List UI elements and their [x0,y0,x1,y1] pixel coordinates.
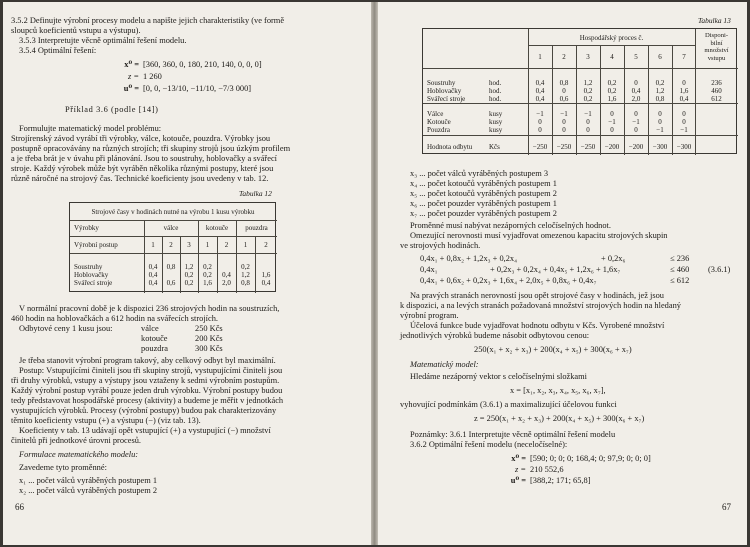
row-name: Hodnota odbytu [427,143,473,151]
page-67 [378,2,747,545]
text-line: tři druhy výrobků, vstupy a výstupy jsou vztaženy k sedmi výrobním postupům. [11,376,280,385]
text-line: V normální pracovní době je k dispozici 236 strojových hodin na soustruzích, [19,304,280,313]
table-cell: −300 [652,143,668,151]
table-cell: 0,2 [607,87,617,95]
table-cell: 1,6 [679,87,689,95]
variable-definition: x₅ ... počet kotoučů vyráběných postupem 2 [410,189,557,198]
table-cell: 0 [682,110,686,118]
solution-x-label: x⁰ = [124,60,139,69]
text-line: činitelů při jednotkové úrovni procesů. [11,436,142,445]
table-cell: −250 [580,143,596,151]
text-line: 460 hodin na hoblovačkách a 612 hodin na svářecích strojích. [11,314,218,323]
text-line: Zavedeme tyto proměnné: [19,463,107,472]
text-line: Omezující nerovnosti musí vyjadřovat omezenou kapacitu strojových skupin [410,231,668,240]
inequality-mid: + 0,2x₃ + 0,2x₄ + 0,4x₅ + 1,2x₆ + 1,6x₇ [490,265,621,274]
table-cell: −300 [676,143,692,151]
table-13-header: Hospodářský proces č. [579,34,644,42]
table-cell: 0,8 [166,263,176,271]
table-cell: 0,2 [655,79,665,87]
inequality-rhs: ≤ 612 [670,276,690,285]
table-cell: 0,8 [241,279,250,287]
inequality-rhs: ≤ 236 [670,254,690,263]
text-line: Formulujte matematický model problému: [19,124,162,133]
table-cell: 0,4 [148,271,158,279]
table-cell: 0,8 [655,95,665,103]
proc-number: 3 [187,241,191,249]
table-cell: 0,2 [203,271,212,279]
table-12-title: Strojové časy v hodinách nutné na výrobu 1 kusu výrobku [91,208,255,216]
table-cell: −1 [632,118,640,126]
proc-number: 7 [682,53,686,61]
price-item: válce [141,324,159,333]
table-cell: 0,4 [535,95,545,103]
table-cell: 2,0 [631,95,641,103]
inequality-lhs: 0,4x₁ [420,265,438,274]
table-cell: −250 [532,143,548,151]
table-cell: 0,4 [148,263,158,271]
inequality-lhs: 0,4x₁ + 0,8x₂ + 1,2x₃ + 0,2x₄ [420,254,518,263]
vector-x: x = [x₁, x₂, x₃, x₄, x₅, x₆, x₇], [510,386,606,395]
table-cell: 0,2 [184,279,194,287]
solution-z-label: z = [127,72,139,81]
row-unit: kusy [489,126,503,134]
table-cell: 0,2 [184,271,194,279]
text-line: ve strojových hodinách. [400,241,481,250]
table-cell: 0,4 [631,87,641,95]
price-item: kotouče [141,334,168,343]
table-cell: −1 [584,110,592,118]
proc-number: 2 [169,241,173,249]
row-name: Soustruhy [74,263,103,271]
solution-u-label: u⁰ = [123,84,139,93]
table-cell: 2,0 [222,279,231,287]
text-line: Je třeba stanovit výrobní program takový, aby celkový odbyt byl maximální. [19,356,276,365]
variable-definition: x₂ ... počet válců vyráběných postupem 2 [19,486,158,495]
text-line: vystupujících výrobků. Procesy (výrobní postupy) budou pak charakterizovány [11,406,277,415]
table-13-caption: Tabulka 13 [698,16,731,25]
table-cell: 0 [538,118,542,126]
table-cell: 0,8 [559,79,569,87]
table-cell: 0,2 [241,263,250,271]
proc-number: 3 [586,53,590,61]
table-cell: 0,6 [559,95,569,103]
table-cell: −1 [560,110,568,118]
solution-x-value: [360, 360, 0, 180, 210, 140, 0, 0, 0] [143,60,262,69]
col-label-products: Výrobky [74,224,99,232]
variable-definition: x₃ ... počet válců vyráběných postupem 3 [410,169,549,178]
table-cell: 0,4 [679,95,689,103]
proc-number: 1 [205,241,210,249]
table-cell: 0 [610,126,614,134]
table-cell: 0 [586,126,590,134]
text-line: 3.5.3 Interpretujte věcně optimální řešení modelu. [19,36,187,45]
table-cell: 1,2 [583,79,593,87]
proc-number: 6 [658,53,662,61]
price-value: 250 Kčs [195,324,223,333]
page-66 [3,2,371,545]
row-name: Svářecí stroje [74,279,113,287]
group-valce: válce [163,224,179,232]
text-line: výrobní program. [400,311,459,320]
table-cell: 0 [682,118,686,126]
solution-x-value: [590; 0; 0; 0; 168,4; 0; 97,9; 0; 0; 0] [530,454,651,463]
row-name: Soustruhy [427,79,456,87]
table-cell: 0,4 [261,279,271,287]
row-name: Hoblovačky [74,271,109,279]
text-line: postupně opracovávány na různých strojích; tři skupiny strojů jsou úzkým profilem [11,144,291,153]
text-line: Postup: Vstupujícími činiteli jsou tři skupiny strojů, vystupujícími činiteli jsou [19,366,283,375]
text-line: stroje. Každý výrobek může být vyráběn několika různými postupy, které jsou [11,164,274,173]
row-name: Válce [427,110,444,118]
text-line: Proměnné musí nabývat nezáporných celočíselných hodnot. [410,221,611,230]
proc-number: 1 [151,241,155,249]
table-13 [422,28,737,154]
table-cell: 0 [538,126,542,134]
table-cell: 1,2 [184,263,194,271]
table-cell: 0 [562,126,566,134]
group-kotouce: kotouče [205,224,229,232]
table-cell: 0,2 [203,263,212,271]
price-intro: Odbytové ceny 1 kusu jsou: [19,324,113,333]
table-cell: 0,4 [222,271,231,279]
table-cell: 0 [610,110,614,118]
table-cell: 1,2 [241,271,250,279]
table-cell: −200 [604,143,620,151]
table-cell: −1 [656,126,664,134]
text-line: jednotlivých výrobků budeme násobit odbytovou cenou: [400,331,590,340]
row-unit: kusy [489,118,503,126]
solution-u-value: [0, 0, −13/10, −11/10, −7/3 000] [143,84,252,93]
solution-u-value: [388,2; 171; 65,8] [530,476,591,485]
table-cell: 0 [634,79,638,87]
solution-u-label: u⁰ = [510,476,526,485]
objective-function: z = 250(x₁ + x₂ + x₃) + 200(x₄ + x₅) + 300(x₆ + x₇) [474,414,645,423]
table-cell: 0,4 [148,279,158,287]
text-line: Každý výrobní postup vyrábí pouze jeden druh výrobku. Výrobní postupy budou [11,386,283,395]
table-13-available-header: Disponi- bilní množství vstupu [704,32,729,62]
row-name: Hoblovačky [427,87,462,95]
equation-tag: (3.6.1) [708,265,731,274]
text-line: různě náročné na strojový čas. Technické koeficienty jsou uvedeny v tab. 12. [11,174,269,183]
price-value: 300 Kčs [195,344,223,353]
table-12-caption: Tabulka 12 [239,189,272,198]
price-value: 200 Kčs [195,334,223,343]
row-unit: hod. [489,79,502,87]
text-line: Účelová funkce bude vyjadřovat hodnotu odbytu v Kčs. Vyrobené množství [410,321,665,330]
table-cell: −200 [628,143,644,151]
table-cell: 0,4 [535,79,545,87]
example-heading: Příklad 3.6 (podle [14]) [65,105,159,114]
proc-number: 1 [243,241,248,249]
inequality-lhs: 0,4x₁ + 0,6x₂ + 0,2x₃ + 1,6x₄ + 2,0x₅ + 0,8x₆ + 0,4x₇ [420,276,597,285]
available-amount: 460 [711,87,722,95]
row-unit: Kčs [489,143,500,151]
variable-definition: x₇ ... počet pouzder vyráběných postupem 2 [410,209,557,218]
solution-x-label: x⁰ = [511,454,526,463]
book-gutter [371,2,378,545]
table-cell: 0 [586,118,590,126]
formulation-heading: Formulace matematického modelu: [19,450,139,459]
inequality-mid: + 0,2x₆ [601,254,626,263]
table-cell: 0 [682,79,686,87]
text-line: těmito koeficienty vstupu (+) a výstupu (−) (viz tab. 13). [11,416,201,425]
table-cell: −1 [680,126,688,134]
text-line: k dispozici, a na levých stranách požadovaná množství strojových hodin na hledaný [400,301,681,310]
table-cell: 0,2 [583,95,593,103]
table-cell: −250 [556,143,572,151]
col-label-process: Výrobní postup [74,241,118,249]
row-unit: hod. [489,87,502,95]
objective-expression: 250(x₁ + x₂ + x₃) + 200(x₄ + x₅) + 300(x₆ + x₇) [474,345,632,354]
table-cell: 1,6 [261,271,271,279]
table-cell: 1,6 [607,95,617,103]
proc-number: 2 [264,241,268,249]
group-pouzdra: pouzdra [245,224,268,232]
math-model-heading: Matematický model: [410,360,479,369]
notes-line: 3.6.2 Optimální řešení modelu (neceločíselné): [410,440,568,449]
table-cell: −1 [608,118,616,126]
available-amount: 612 [711,95,722,103]
table-cell: 0 [658,110,662,118]
solution-z-label: z = [514,465,526,474]
text-line: a je třeba brát je v úvahu při plánování. Jsou to soustruhy, hoblovačky a svářecí [11,154,277,163]
row-name: Svářecí stroje [427,95,466,103]
proc-number: 2 [562,53,566,61]
text-line: tedy představovat hospodářské procesy (aktivity) a budeme je měřit v jednotkách [11,396,284,405]
text-line: Koeficienty v tab. 13 udávají opět vstupující (+) a vystupující (−) množství [19,426,271,435]
solution-z-value: 210 552,6 [530,465,564,474]
row-name: Pouzdra [427,126,450,134]
page-number: 66 [15,502,24,512]
variable-definition: x₆ ... počet pouzder vyráběných postupem 1 [410,199,557,208]
text-line: sloupců koeficientů vstupu a výstupu). [11,26,141,35]
table-cell: 0 [634,126,638,134]
proc-number: 1 [538,53,542,61]
table-cell: 0,2 [607,79,617,87]
text-line: 3.5.2 Definujte výrobní procesy modelu a napište jejich charakteristiky (ve formě [11,16,285,25]
variable-definition: x₄ ... počet kotoučů vyráběných postupem 1 [410,179,557,188]
row-unit: kusy [489,110,503,118]
price-item: pouzdra [141,344,168,353]
text-line: Strojírenský závod vyrábí tři výrobky, válce, kotouče, pouzdra. Výrobky jsou [11,134,271,143]
table-cell: 1,2 [655,87,665,95]
text-line: 3.5.4 Optimální řešení: [19,46,97,55]
notes-line: Poznámky: 3.6.1 Interpretujte věcně optimální řešení modelu [410,430,616,439]
table-cell: 0,6 [166,279,176,287]
available-amount: 236 [711,79,722,87]
table-cell: −1 [536,110,544,118]
variable-definition: x₁ ... počet válců vyráběných postupem 1 [19,476,158,485]
inequality-rhs: ≤ 460 [670,265,690,274]
page-number: 67 [722,502,731,512]
proc-number: 5 [634,53,638,61]
text-line: Hledáme nezáporný vektor s celočíselnými složkami [410,372,587,381]
table-cell: 0 [562,118,566,126]
table-cell: 1,6 [203,279,212,287]
table-12 [69,202,276,292]
table-cell: 0 [658,118,662,126]
text-line: vyhovující podmínkám (3.6.1) a maximalizující účelovou funkci [400,400,617,409]
solution-z-value: 1 260 [143,72,162,81]
text-line: Na pravých stranách nerovností jsou opět strojové časy v hodinách, jež jsou [410,291,664,300]
table-cell: 0 [562,87,566,95]
row-name: Kotouče [427,118,451,126]
table-cell: 0 [634,110,638,118]
row-unit: hod. [489,95,502,103]
table-cell: 0,4 [535,87,545,95]
proc-number: 2 [224,241,229,249]
proc-number: 4 [610,53,614,61]
table-cell: 0,2 [583,87,593,95]
book-spread [3,2,747,545]
